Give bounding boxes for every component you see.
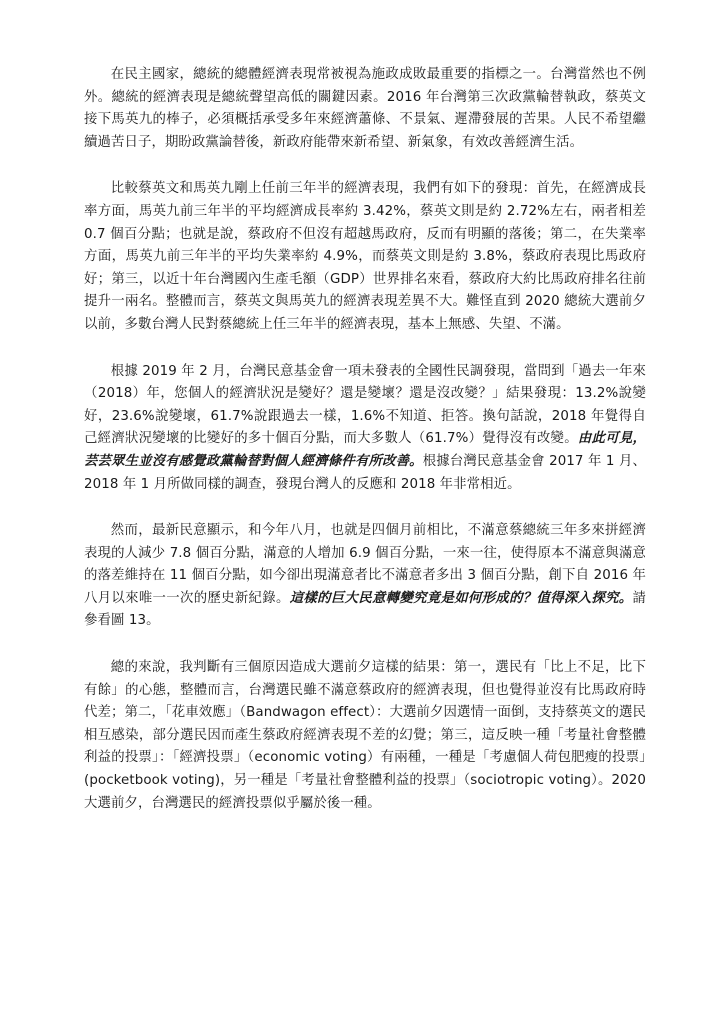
paragraph-3 (84, 361, 646, 497)
paragraph-3-text-b: 根據台灣民意基金會 2017 年 1 月、2018 年 1 月所做同樣的調查，發現台灣人的反應和 2018 年非常相近。 (84, 453, 646, 492)
paragraph-4-text-b: 請參看圖 13。 (84, 590, 646, 629)
paragraph-1-text: 在民主國家，總統的總體經濟表現常被視為施政成敗最重要的指標之一。台灣當然也不例外。總統的經濟表現是總統聲望高低的關鍵因素。2016 年台灣第三次政黨輪替執政，蔡英文接下馬英九的棒子，必須概括承受多年來經濟蕭條、不景氣、遲滯發展的苦果。人民不希望繼續過苦日子，期盼政黨論替後，新政府能帶來新希望、新氣象，有效改善經濟生活。 (84, 67, 646, 150)
paragraph-4-emphasis: 這樣的巨大民意轉變究竟是如何形成的？值得深入探究。 (289, 590, 633, 606)
paragraph-2 (84, 178, 646, 336)
paragraph-1 (84, 64, 646, 154)
paragraph-5-text: 總的來說，我判斷有三個原因造成大選前夕這樣的結果：第一，選民有「比上不足，比下有餘」的心態，整體而言，台灣選民雖不滿意蔡政府的經濟表現，但也覺得並沒有比馬政府時代差；第二，「花車效應」（Bandwagon effect）：大選前夕因選情一面倒，支持蔡英文的選民相互感染，部分選民因而產生蔡政府經濟表現不差的幻覺；第三，這反映一種「考量社會整體利益的投票」：「經濟投票」（economic voting）有兩種，一種是「考慮個人荷包肥瘦的投票」(pocketbook voting)，另一種是「考量社會整體利益的投票」（sociotropic voting）。2020 大選前夕，台灣選民的經濟投票似乎屬於後一種。 (84, 660, 646, 811)
paragraph-4 (84, 520, 646, 633)
paragraph-5 (84, 657, 646, 815)
paragraph-4-text-a: 然而，最新民意顯示，和今年八月，也就是四個月前相比，不滿意蔡總統三年多來拼經濟表現的人減少 7.8 個百分點，滿意的人增加 6.9 個百分點，一來一往，使得原本不滿意與滿意的落差維持在 11 個百分點，如今卻出現滿意者比不滿意者多出 3 個百分點，創下自 2016 年八月以來唯一一次的歷史新紀錄。 (84, 523, 646, 606)
paragraph-2-text: 比較蔡英文和馬英九剛上任前三年半的經濟表現，我們有如下的發現：首先，在經濟成長率方面，馬英九前三年半的平均經濟成長率約 3.42%，蔡英文則是約 2.72%左右，兩者相差 0.7 個百分點；也就是說，蔡政府不但沒有超越馬政府，反而有明顯的落後；第二，在失業率方面，馬英九前三年半的平均失業率約 4.9%，而蔡英文則是約 3.8%，蔡政府表現比馬政府好；第三，以近十年台灣國內生產毛額（GDP）世界排名來看，蔡政府大約比馬政府排名往前提升一兩名。整體而言，蔡英文與馬英九的經濟表現差異不大。難怪直到 2020 總統大選前夕以前，多數台灣人民對蔡總統上任三年半的經濟表現，基本上無感、失望、不滿。 (84, 181, 646, 332)
document-body (84, 64, 646, 839)
paragraph-3-text-a: 根據 2019 年 2 月，台灣民意基金會一項未發表的全國性民調發現，當問到「過去一年來（2018）年，您個人的經濟狀況是變好？還是變壞？還是沒改變？」結果發現：13.2%說變好，23.6%說變壞，61.7%說跟過去一樣，1.6%不知道、拒答。換句話說，2018 年覺得自己經濟狀況變壞的比變好的多十個百分點，而大多數人（61.7%）覺得沒有改變。 (84, 363, 646, 447)
paragraph-3-emphasis: 由此可見，芸芸眾生並沒有感覺政黨輪替對個人經濟條件有所改善。 (84, 431, 646, 469)
